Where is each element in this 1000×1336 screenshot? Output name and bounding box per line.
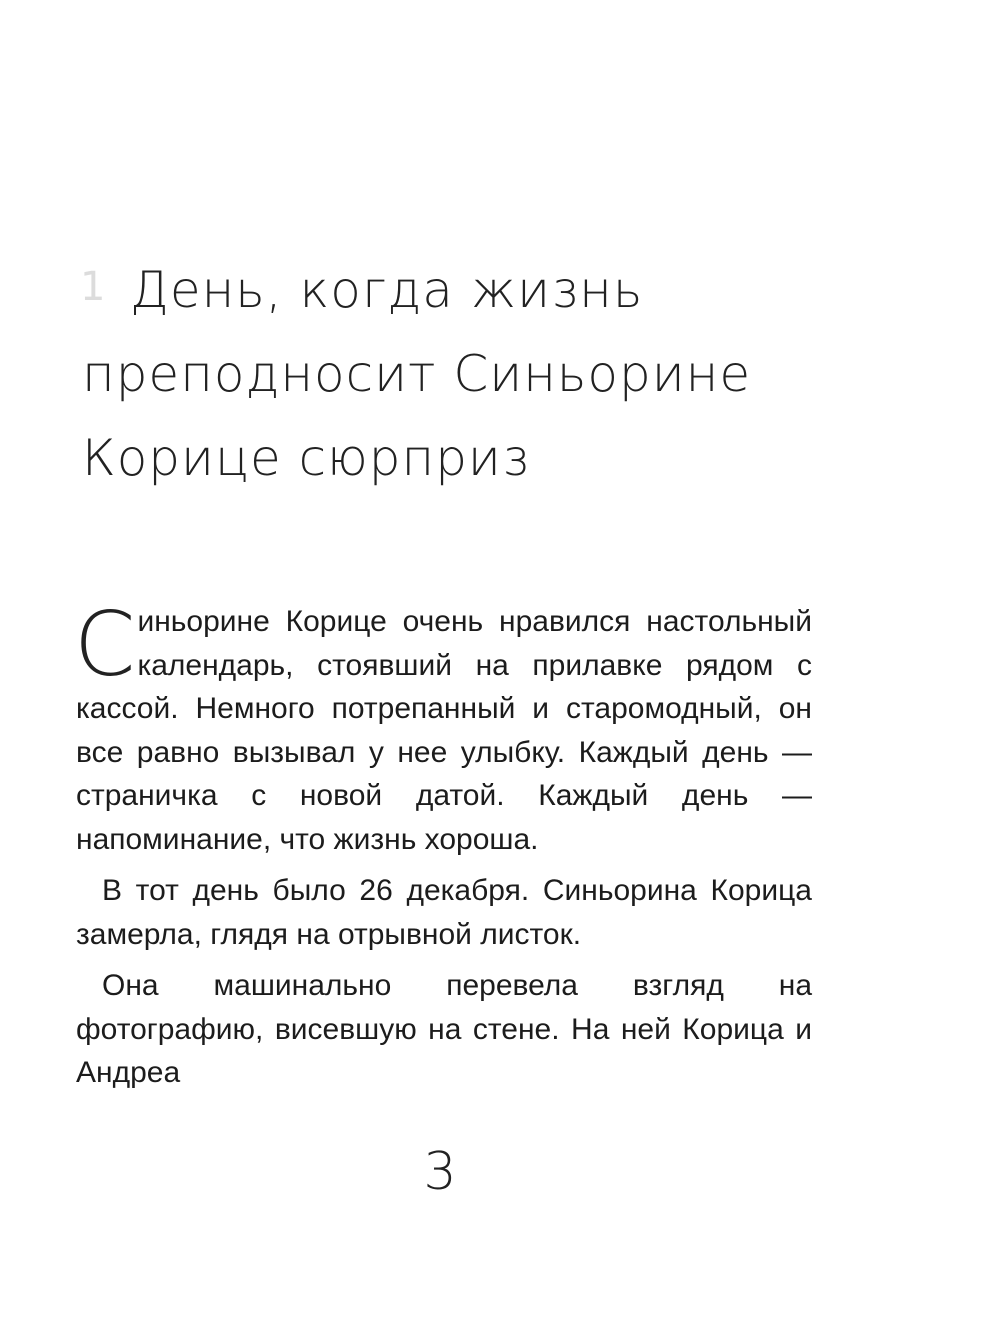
paragraph-3: Она машинально перевела взгляд на фотографию, висевшую на стене. На ней Корица и Андреа <box>76 969 812 1089</box>
chapter-number: 1 <box>80 264 106 310</box>
paragraph-1-text: иньорине Корице очень нравился настольный календарь, стоявший на прилавке рядом с кассой. Немного потрепанный и старомодный, он все равно вызывал у нее улыбку. Каждый день — страничка с новой датой. Каждый день — напоминание, что жизнь хороша. <box>76 605 812 856</box>
paragraph-1 <box>74 593 812 861</box>
chapter-title-line-3: Корице сюрприз <box>82 429 530 487</box>
body-text <box>74 593 812 1103</box>
page-number: 3 <box>423 1142 457 1202</box>
paragraph-2: В тот день было 26 декабря. Синьорина Корица замерла, глядя на отрывной листок. <box>76 874 812 951</box>
chapter-title-line-2: преподносит Синьорине <box>82 345 752 403</box>
chapter-title-line-1: День, когда жизнь <box>130 261 644 319</box>
chapter-title <box>82 248 782 500</box>
drop-cap: С <box>74 593 136 696</box>
